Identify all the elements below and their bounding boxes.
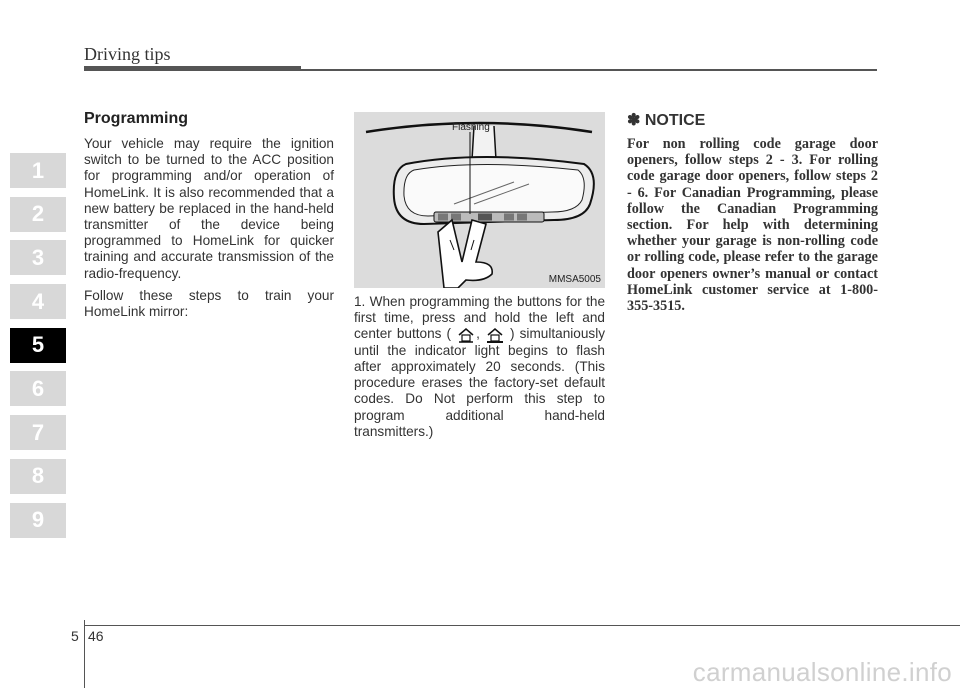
notice-body: For non rolling code garage door openers, follow steps 2 - 3. For rolling code garage door openers, follow steps 2 - 6. For Canadian Programming, please follow the Canadian Programming section. For help with determining whether your garage is non-rolling code or rolling code, please refer to the garage door openers owner’s manual or contact HomeLink customer service at 1-800-355-3515. (627, 136, 878, 315)
garage-button-left-icon (456, 327, 476, 343)
rearview-mirror-illustration (354, 112, 605, 288)
homelink-mirror-figure (354, 112, 605, 288)
icon-separator: , (476, 326, 480, 342)
footer-rule (84, 625, 960, 626)
chapter-tab-3[interactable]: 3 (10, 240, 66, 275)
page-header-title: Driving tips (84, 44, 171, 64)
step-1-part1: When programming the buttons for the first time, press and hold the left and center buttons ( (354, 294, 606, 342)
instruction-paragraph: Follow these steps to train your HomeLink mirror: (84, 287, 334, 320)
figure-code: MMSA5005 (548, 274, 601, 285)
footer-divider (84, 620, 85, 688)
step-1 (354, 294, 605, 440)
programming-section (84, 110, 334, 326)
chapter-tab-8[interactable]: 8 (10, 459, 66, 494)
header-rule (301, 69, 877, 71)
chapter-tab-6[interactable]: 6 (10, 371, 66, 406)
step-number: 1. (354, 294, 366, 309)
watermark-text: carmanualsonline.info (692, 657, 952, 687)
chapter-tab-7[interactable]: 7 (10, 415, 66, 450)
garage-button-center-icon (485, 327, 505, 343)
chapter-tab-1[interactable]: 1 (10, 153, 66, 188)
chapter-tab-5[interactable]: 5 (10, 328, 66, 363)
step-1-part2: ) simultaniously until the indicator light begins to flash after approximately 20 seconds. (This procedure erases the factory-set default codes. Do Not perform this step to program additional hand-held transmitters.) (354, 326, 606, 439)
notice-title: ✽ NOTICE (627, 112, 706, 129)
chapter-tab-9[interactable]: 9 (10, 503, 66, 538)
footer-page-number: 46 (88, 628, 104, 644)
intro-paragraph: Your vehicle may require the ignition switch to be turned to the ACC position for programming and/or operation of HomeLink. It is also recommended that a new battery be replaced in the hand-held transmitter of the device being programmed to HomeLink for quicker training and accurate transmission of the radio-frequency. (84, 136, 334, 281)
chapter-tab-4[interactable]: 4 (10, 284, 66, 319)
chapter-tabs (10, 153, 66, 546)
step-1-text (354, 294, 605, 440)
header-rule-dark (84, 66, 301, 71)
chapter-tab-2[interactable]: 2 (10, 197, 66, 232)
footer-chapter-number: 5 (71, 628, 79, 644)
notice-box (627, 110, 878, 314)
flashing-callout-label: Flashing (452, 122, 490, 133)
section-heading: Programming (84, 110, 189, 127)
